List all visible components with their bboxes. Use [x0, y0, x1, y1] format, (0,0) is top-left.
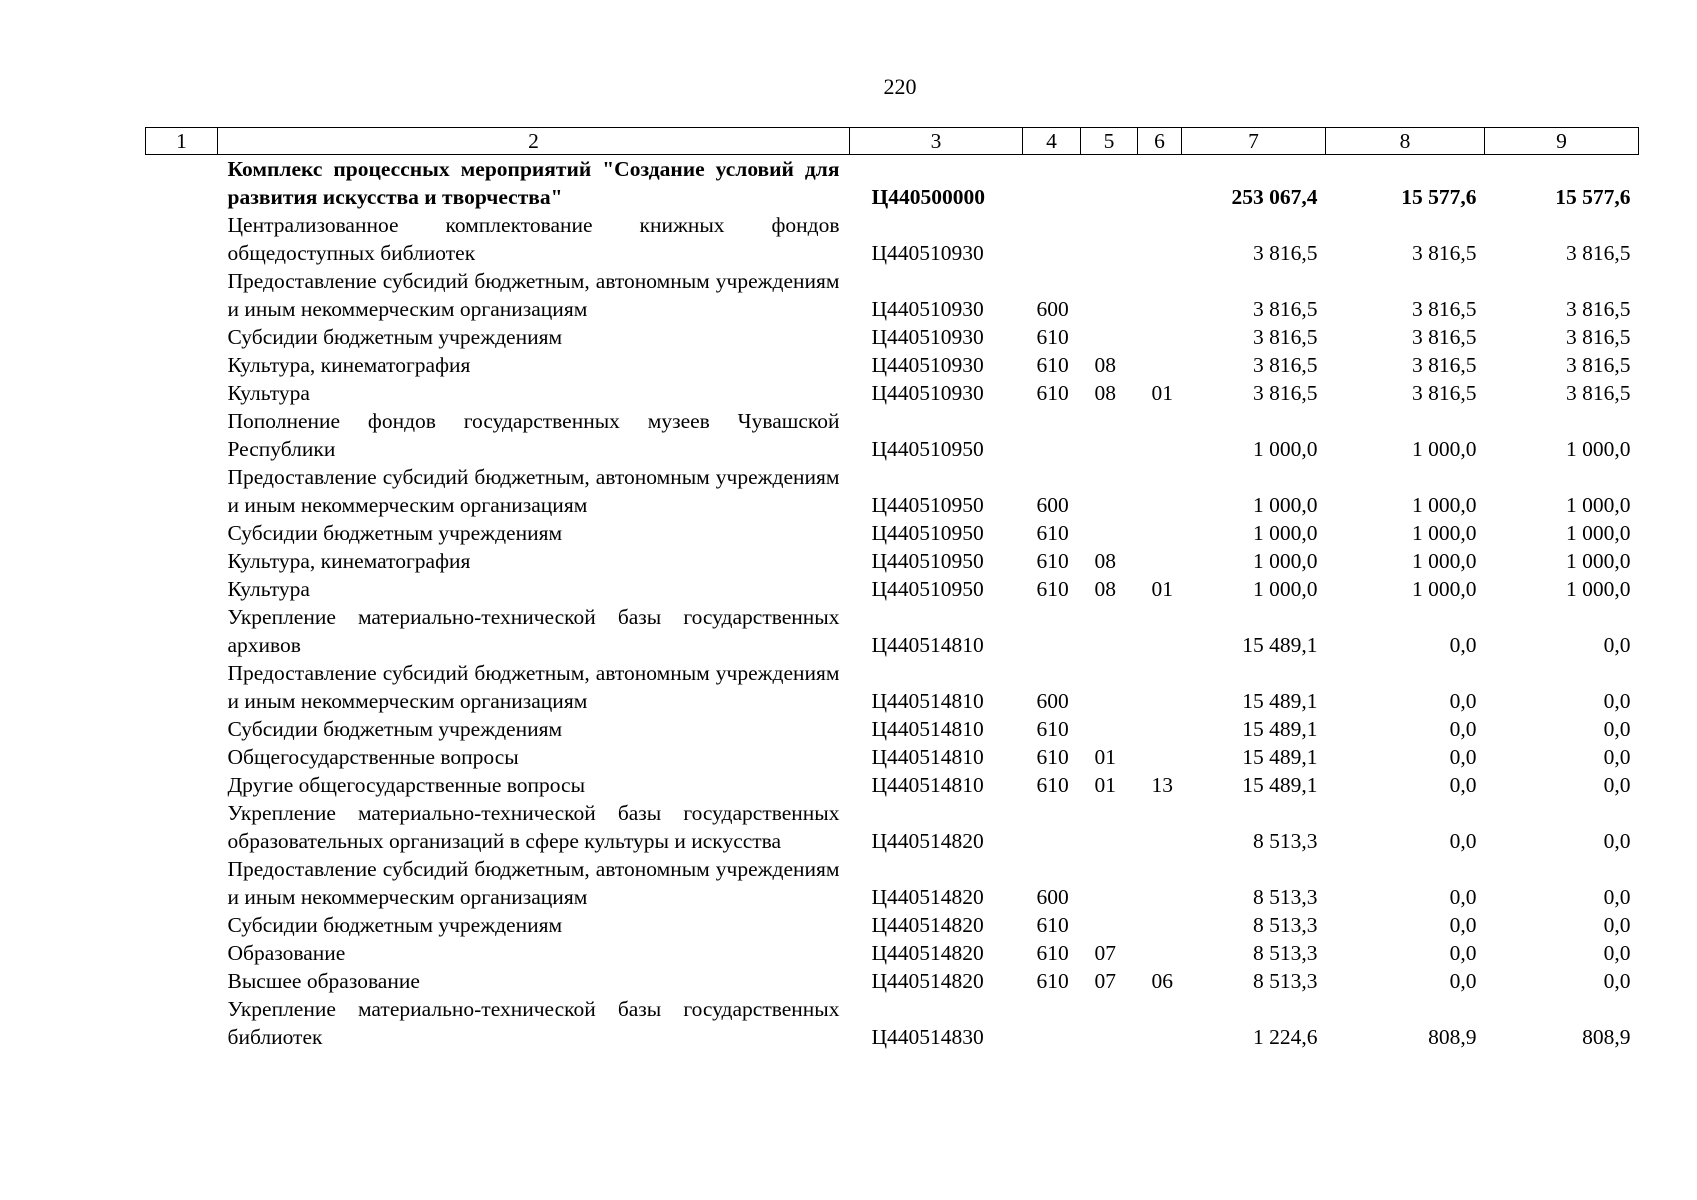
target-code: Ц440514820 [871, 941, 984, 965]
amount-year-3: 1 000,0 [1566, 549, 1631, 573]
amount-year-1: 15 489,1 [1242, 745, 1318, 769]
item-name: Предоставление субсидий бюджетным, автономным учреждениям и иным некоммерческим организациям [227, 661, 840, 713]
amount-year-1: 1 000,0 [1253, 493, 1318, 517]
expense-type-code: 610 [1036, 717, 1069, 741]
target-code: Ц440510930 [871, 381, 984, 405]
expense-type-code: 610 [1036, 325, 1069, 349]
section-code [1081, 603, 1138, 659]
amount-year-2: 0,0 [1449, 941, 1477, 965]
amount-year-3: 0,0 [1603, 969, 1631, 993]
row-number-cell [146, 967, 218, 995]
item-name: Субсидии бюджетным учреждениям [227, 717, 563, 741]
amount-year-2: 1 000,0 [1412, 549, 1477, 573]
amount-year-1: 8 513,3 [1253, 913, 1318, 937]
amount-year-1: 3 816,5 [1253, 381, 1318, 405]
column-number: 9 [1485, 128, 1639, 155]
expense-type-code: 610 [1036, 381, 1069, 405]
section-code [1081, 407, 1138, 463]
table-row [146, 547, 1639, 575]
section-code: 08 [1094, 577, 1116, 601]
amount-year-3: 15 577,6 [1555, 185, 1631, 209]
column-number: 5 [1081, 128, 1138, 155]
target-code: Ц440510950 [871, 577, 984, 601]
amount-year-3: 0,0 [1603, 941, 1631, 965]
section-code [1081, 995, 1138, 1051]
section-code [1081, 211, 1138, 267]
item-name: Предоставление субсидий бюджетным, автономным учреждениям и иным некоммерческим организациям [227, 465, 840, 517]
amount-year-1: 3 816,5 [1253, 325, 1318, 349]
row-number-cell [146, 659, 218, 715]
amount-year-3: 3 816,5 [1566, 297, 1631, 321]
expense-type-code [1023, 155, 1081, 212]
amount-year-3: 1 000,0 [1566, 493, 1631, 517]
amount-year-1: 1 000,0 [1253, 549, 1318, 573]
subsection-code [1138, 211, 1182, 267]
column-number: 7 [1182, 128, 1326, 155]
row-number-cell [146, 743, 218, 771]
target-code: Ц440510930 [871, 353, 984, 377]
subsection-code [1138, 911, 1182, 939]
amount-year-1: 15 489,1 [1242, 633, 1318, 657]
amount-year-3: 0,0 [1603, 633, 1631, 657]
amount-year-2: 0,0 [1449, 829, 1477, 853]
target-code: Ц440510950 [871, 549, 984, 573]
amount-year-2: 3 816,5 [1412, 353, 1477, 377]
item-name: Субсидии бюджетным учреждениям [227, 913, 563, 937]
row-number-cell [146, 547, 218, 575]
amount-year-2: 1 000,0 [1412, 493, 1477, 517]
amount-year-2: 0,0 [1449, 885, 1477, 909]
row-number-cell [146, 855, 218, 911]
section-code: 08 [1094, 353, 1116, 377]
amount-year-3: 1 000,0 [1566, 577, 1631, 601]
section-code [1081, 911, 1138, 939]
target-code: Ц440510950 [871, 521, 984, 545]
section-code [1081, 715, 1138, 743]
item-name: Комплекс процессных мероприятий "Создание условий для развития искусства и творчества" [227, 157, 840, 209]
column-number: 3 [850, 128, 1023, 155]
amount-year-3: 0,0 [1603, 885, 1631, 909]
amount-year-3: 3 816,5 [1566, 353, 1631, 377]
table-row [146, 407, 1639, 463]
column-number-row [146, 128, 1639, 155]
expense-type-code [1023, 407, 1081, 463]
amount-year-2: 0,0 [1449, 745, 1477, 769]
expense-type-code [1023, 995, 1081, 1051]
row-number-cell [146, 155, 218, 212]
item-name: Образование [227, 941, 346, 965]
target-code: Ц440500000 [871, 185, 985, 209]
row-number-cell [146, 939, 218, 967]
subsection-code [1138, 715, 1182, 743]
row-number-cell [146, 995, 218, 1051]
column-number: 6 [1138, 128, 1182, 155]
section-code [1081, 267, 1138, 323]
section-code: 08 [1094, 381, 1116, 405]
section-code [1081, 323, 1138, 351]
target-code: Ц440514820 [871, 885, 984, 909]
item-name: Укрепление материально-технической базы государственных образовательных организаций в сфере культуры и искусства [227, 801, 840, 853]
amount-year-2: 0,0 [1449, 773, 1477, 797]
target-code: Ц440514810 [871, 633, 984, 657]
budget-table [145, 127, 1639, 1051]
amount-year-3: 3 816,5 [1566, 325, 1631, 349]
column-number: 1 [146, 128, 218, 155]
amount-year-1: 8 513,3 [1253, 969, 1318, 993]
amount-year-2: 808,9 [1428, 1025, 1477, 1049]
item-name: Пополнение фондов государственных музеев Чувашской Республики [227, 409, 840, 461]
amount-year-2: 15 577,6 [1401, 185, 1477, 209]
target-code: Ц440510930 [871, 325, 984, 349]
row-number-cell [146, 603, 218, 659]
target-code: Ц440514820 [871, 829, 984, 853]
subsection-code [1138, 939, 1182, 967]
table-row [146, 855, 1639, 911]
amount-year-1: 15 489,1 [1242, 689, 1318, 713]
amount-year-2: 3 816,5 [1412, 325, 1477, 349]
row-number-cell [146, 379, 218, 407]
table-row [146, 379, 1639, 407]
subsection-code [1138, 743, 1182, 771]
expense-type-code: 610 [1036, 549, 1069, 573]
expense-type-code [1023, 799, 1081, 855]
subsection-code [1138, 547, 1182, 575]
table-row [146, 911, 1639, 939]
section-code: 07 [1094, 941, 1116, 965]
subsection-code [1138, 603, 1182, 659]
expense-type-code: 610 [1036, 353, 1069, 377]
section-code: 07 [1094, 969, 1116, 993]
amount-year-1: 8 513,3 [1253, 829, 1318, 853]
amount-year-3: 0,0 [1603, 745, 1631, 769]
amount-year-2: 1 000,0 [1412, 577, 1477, 601]
target-code: Ц440514820 [871, 969, 984, 993]
subsection-code: 01 [1151, 577, 1173, 601]
amount-year-1: 3 816,5 [1253, 353, 1318, 377]
row-number-cell [146, 715, 218, 743]
item-name: Общегосударственные вопросы [227, 745, 519, 769]
target-code: Ц440514810 [871, 773, 984, 797]
table-row [146, 351, 1639, 379]
row-number-cell [146, 799, 218, 855]
table-row [146, 939, 1639, 967]
table-row [146, 799, 1639, 855]
expense-type-code: 610 [1036, 773, 1069, 797]
amount-year-2: 3 816,5 [1412, 297, 1477, 321]
row-number-cell [146, 911, 218, 939]
subsection-code [1138, 519, 1182, 547]
amount-year-2: 1 000,0 [1412, 521, 1477, 545]
target-code: Ц440514810 [871, 717, 984, 741]
table-row [146, 519, 1639, 547]
row-number-cell [146, 771, 218, 799]
section-code: 01 [1094, 773, 1116, 797]
amount-year-1: 3 816,5 [1253, 297, 1318, 321]
table-row [146, 715, 1639, 743]
target-code: Ц440514810 [871, 745, 984, 769]
subsection-code [1138, 267, 1182, 323]
amount-year-1: 1 000,0 [1253, 437, 1318, 461]
target-code: Ц440510930 [871, 241, 984, 265]
amount-year-3: 1 000,0 [1566, 521, 1631, 545]
expense-type-code: 610 [1036, 941, 1069, 965]
table-row [146, 659, 1639, 715]
table-row [146, 771, 1639, 799]
column-number: 4 [1023, 128, 1081, 155]
amount-year-3: 0,0 [1603, 829, 1631, 853]
amount-year-1: 8 513,3 [1253, 885, 1318, 909]
expense-type-code: 600 [1036, 493, 1069, 517]
subsection-code [1138, 351, 1182, 379]
section-code: 08 [1094, 549, 1116, 573]
subsection-code [1138, 463, 1182, 519]
item-name: Предоставление субсидий бюджетным, автономным учреждениям и иным некоммерческим организациям [227, 269, 840, 321]
target-code: Ц440514820 [871, 913, 984, 937]
table-row [146, 995, 1639, 1051]
amount-year-2: 3 816,5 [1412, 381, 1477, 405]
column-number: 2 [218, 128, 850, 155]
subsection-code: 01 [1151, 381, 1173, 405]
subsection-code [1138, 855, 1182, 911]
row-number-cell [146, 407, 218, 463]
item-name: Культура [227, 381, 310, 405]
section-code [1081, 463, 1138, 519]
target-code: Ц440514830 [871, 1025, 984, 1049]
table-row [146, 267, 1639, 323]
amount-year-1: 3 816,5 [1253, 241, 1318, 265]
subsection-code [1138, 155, 1182, 212]
amount-year-2: 0,0 [1449, 717, 1477, 741]
item-name: Субсидии бюджетным учреждениям [227, 325, 563, 349]
item-name: Культура, кинематография [227, 353, 471, 377]
expense-type-code: 600 [1036, 297, 1069, 321]
subsection-code [1138, 995, 1182, 1051]
table-row [146, 743, 1639, 771]
expense-type-code: 610 [1036, 577, 1069, 601]
amount-year-1: 15 489,1 [1242, 773, 1318, 797]
table-row [146, 603, 1639, 659]
expense-type-code: 600 [1036, 689, 1069, 713]
target-code: Ц440514810 [871, 689, 984, 713]
amount-year-1: 1 224,6 [1253, 1025, 1318, 1049]
target-code: Ц440510950 [871, 493, 984, 517]
amount-year-3: 1 000,0 [1566, 437, 1631, 461]
item-name: Субсидии бюджетным учреждениям [227, 521, 563, 545]
subsection-code [1138, 659, 1182, 715]
expense-type-code: 610 [1036, 521, 1069, 545]
column-number: 8 [1326, 128, 1485, 155]
amount-year-3: 0,0 [1603, 689, 1631, 713]
target-code: Ц440510930 [871, 297, 984, 321]
amount-year-2: 0,0 [1449, 689, 1477, 713]
item-name: Другие общегосударственные вопросы [227, 773, 586, 797]
table-row [146, 575, 1639, 603]
amount-year-2: 0,0 [1449, 913, 1477, 937]
amount-year-2: 3 816,5 [1412, 241, 1477, 265]
expense-type-code: 600 [1036, 885, 1069, 909]
target-code: Ц440510950 [871, 437, 984, 461]
subsection-code [1138, 407, 1182, 463]
subsection-code: 13 [1151, 773, 1173, 797]
amount-year-3: 3 816,5 [1566, 241, 1631, 265]
amount-year-1: 1 000,0 [1253, 577, 1318, 601]
row-number-cell [146, 267, 218, 323]
table-row [146, 155, 1639, 212]
section-code [1081, 659, 1138, 715]
amount-year-1: 8 513,3 [1253, 941, 1318, 965]
amount-year-2: 0,0 [1449, 969, 1477, 993]
item-name: Укрепление материально-технической базы государственных библиотек [227, 997, 840, 1049]
expense-type-code [1023, 211, 1081, 267]
amount-year-3: 3 816,5 [1566, 381, 1631, 405]
row-number-cell [146, 351, 218, 379]
expense-type-code: 610 [1036, 745, 1069, 769]
expense-type-code: 610 [1036, 969, 1069, 993]
row-number-cell [146, 323, 218, 351]
item-name: Культура, кинематография [227, 549, 471, 573]
table-row [146, 323, 1639, 351]
item-name: Укрепление материально-технической базы государственных архивов [227, 605, 840, 657]
expense-type-code [1023, 603, 1081, 659]
row-number-cell [146, 519, 218, 547]
row-number-cell [146, 463, 218, 519]
subsection-code [1138, 799, 1182, 855]
row-number-cell [146, 575, 218, 603]
table-body [146, 155, 1639, 1052]
expense-type-code: 610 [1036, 913, 1069, 937]
amount-year-1: 15 489,1 [1242, 717, 1318, 741]
section-code [1081, 519, 1138, 547]
amount-year-3: 0,0 [1603, 913, 1631, 937]
amount-year-1: 1 000,0 [1253, 521, 1318, 545]
amount-year-3: 808,9 [1582, 1025, 1631, 1049]
table-row [146, 463, 1639, 519]
amount-year-3: 0,0 [1603, 773, 1631, 797]
section-code [1081, 799, 1138, 855]
subsection-code: 06 [1151, 969, 1173, 993]
amount-year-3: 0,0 [1603, 717, 1631, 741]
item-name: Культура [227, 577, 310, 601]
section-code: 01 [1094, 745, 1116, 769]
amount-year-2: 0,0 [1449, 633, 1477, 657]
table-row [146, 211, 1639, 267]
item-name: Высшее образование [227, 969, 420, 993]
amount-year-1: 253 067,4 [1231, 185, 1318, 209]
section-code [1081, 155, 1138, 212]
table-row [146, 967, 1639, 995]
item-name: Централизованное комплектование книжных фондов общедоступных библиотек [227, 213, 840, 265]
row-number-cell [146, 211, 218, 267]
page-number: 220 [883, 74, 917, 99]
amount-year-2: 1 000,0 [1412, 437, 1477, 461]
subsection-code [1138, 323, 1182, 351]
section-code [1081, 855, 1138, 911]
item-name: Предоставление субсидий бюджетным, автономным учреждениям и иным некоммерческим организациям [227, 857, 840, 909]
